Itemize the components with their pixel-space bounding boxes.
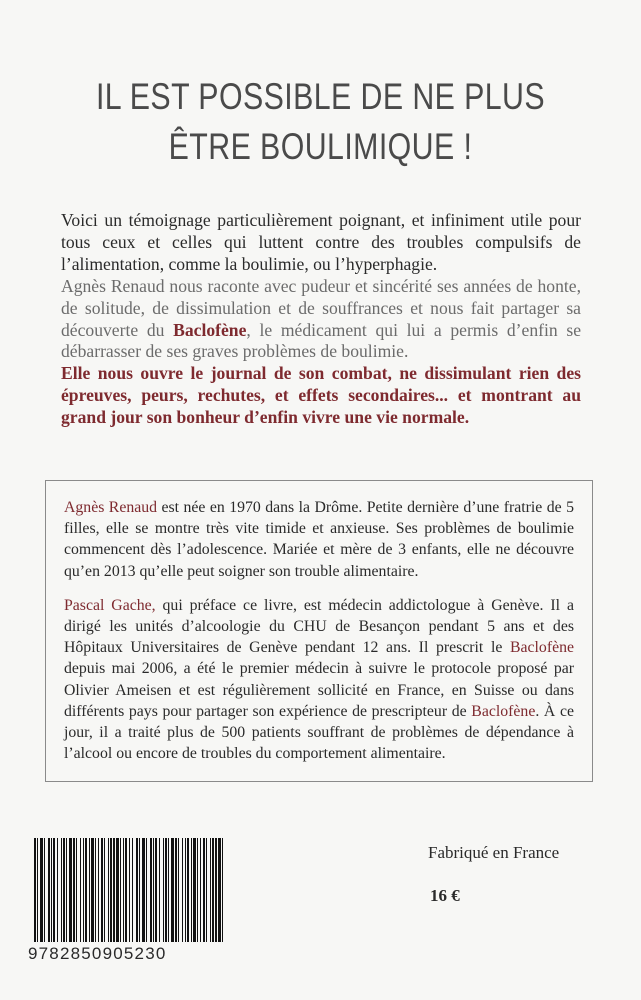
barcode-bar <box>123 838 124 942</box>
blurb <box>61 210 581 429</box>
blurb-highlight: Elle nous ouvre le journal de son combat, ne dissimulant rien des épreuves, peurs, rechutes, et effets secondaires... et montrant au grand jour son bonheur d’enfin vivre une vie normale. <box>61 363 581 428</box>
barcode-bar <box>61 838 62 942</box>
preface-bio <box>64 595 574 765</box>
blurb-para2-end: , le médicament qui lui a permis d’enfin se débarrasser de ses graves problèmes de boulimie. <box>61 319 582 362</box>
barcode-bar <box>215 838 217 942</box>
blurb-intro: Voici un témoignage particulièrement poignant, et infiniment utile pour tous ceux et celles qui luttent contre des troubles compulsifs de l’alimentation, comme la boulimie, ou l’hyperphagie. <box>61 210 581 274</box>
price-label: 16 € <box>430 886 460 905</box>
barcode-bar <box>120 838 121 942</box>
barcode-bar <box>34 838 36 942</box>
barcode-bar <box>129 838 130 942</box>
preface-author-name: Pascal Gache, <box>64 596 156 614</box>
blurb-paragraph-2 <box>61 276 581 364</box>
barcode-bar <box>197 838 198 942</box>
barcode-bar <box>178 838 179 942</box>
barcode-bar <box>139 838 140 942</box>
author-name: Agnès Renaud <box>64 499 158 516</box>
barcode-bar <box>206 838 207 942</box>
barcode <box>30 838 228 942</box>
barcode-bar <box>171 838 174 942</box>
barcode-bar <box>153 838 154 942</box>
barcode-bar <box>66 838 67 942</box>
barcode-bar <box>163 838 164 942</box>
barcode-bar <box>69 838 72 942</box>
barcode-bar <box>91 838 94 942</box>
barcode-bar <box>110 838 112 942</box>
barcode-bar <box>89 838 90 942</box>
barcode-bar <box>104 838 105 942</box>
headline-line-2: ÊTRE BOULIMIQUE ! <box>168 126 473 167</box>
barcode-bar <box>165 838 167 942</box>
bio-box <box>45 480 593 782</box>
preface-drug-name-1: Baclofène <box>509 639 574 657</box>
barcode-bar <box>116 838 119 942</box>
headline <box>58 72 584 172</box>
preface-bio-text-2: depuis mai 2006, a été le premier médecin à suivre le protocole proposé par Olivier Ameisen et est régulièrement sollicité en France, en Suisse ou dans différents pays pour partager son expérience de prescripteur de <box>64 660 574 720</box>
barcode-bar <box>185 838 186 942</box>
barcode-bar <box>48 838 50 942</box>
barcode-bar <box>222 838 223 942</box>
author-bio <box>64 497 574 582</box>
barcode-bar <box>200 838 201 942</box>
blurb-para2-start: Agnès Renaud nous raconte avec pudeur et sincérité ses années de honte, de solitude, de dissimulation et de souffrances et nous fait partager sa découverte du <box>61 275 581 340</box>
barcode-bar <box>191 838 192 942</box>
barcode-bar <box>40 838 43 942</box>
barcode-bar <box>44 838 45 942</box>
barcode-bar <box>150 838 152 942</box>
barcode-bar <box>132 838 133 942</box>
barcode-bar <box>73 838 75 942</box>
preface-drug-name-2: Baclofène <box>471 702 536 720</box>
barcode-bar <box>159 838 160 942</box>
barcode-bar <box>175 838 177 942</box>
barcode-bar <box>136 838 138 942</box>
barcode-bar <box>187 838 189 942</box>
barcode-bar <box>168 838 169 942</box>
barcode-bar <box>57 838 58 942</box>
barcode-bar <box>80 838 81 942</box>
barcode-bar <box>113 838 115 942</box>
barcode-bar <box>98 838 99 942</box>
author-bio-text: est née en 1970 dans la Drôme. Petite dernière d’une fratrie de 5 filles, elle se montre très vite timide et anxieuse. Ses problèmes de boulimie commencent dès l’adolescence. Mariée et mère de 3 enfants, elle ne découvre qu’en 2013 qu’elle peut soigner son trouble alimentaire. <box>64 499 574 580</box>
barcode-bar <box>37 838 38 942</box>
headline-line-1: IL EST POSSIBLE DE NE PLUS <box>95 76 546 117</box>
barcode-bar <box>51 838 52 942</box>
barcode-bar <box>125 838 127 942</box>
barcode-bar <box>142 838 145 942</box>
barcode-bar <box>101 838 103 942</box>
barcode-bar <box>108 838 109 942</box>
made-in-label: Fabriqué en France <box>428 843 560 862</box>
barcode-bar <box>210 838 211 942</box>
barcode-bar <box>193 838 196 942</box>
barcode-bar <box>203 838 205 942</box>
preface-bio-text-1: qui préface ce livre, est médecin addictologue à Genève. Il a dirigé les unités d’alcoologie du CHU de Besançon pendant 5 ans et des Hôpitaux Universitaires de Genève pendant 12 ans. Il prescrit le <box>64 596 574 657</box>
barcode-bar <box>63 838 65 942</box>
barcode-bar <box>76 838 77 942</box>
barcode-bar <box>182 838 183 942</box>
barcode-bar <box>85 838 87 942</box>
preface-bio-text-3: . À ce jour, il a traité plus de 500 patients souffrant de problèmes de dépendance à l’alcool ou encore de troubles du comportement alimentaire. <box>64 702 574 763</box>
barcode-bar <box>218 838 221 942</box>
blurb-drug-name: Baclofène <box>173 319 247 340</box>
barcode-bar <box>155 838 157 942</box>
barcode-bar <box>53 838 55 942</box>
isbn-number: 9782850905230 <box>28 944 167 963</box>
barcode-bars <box>30 838 228 942</box>
barcode-bar <box>146 838 147 942</box>
barcode-bar <box>83 838 84 942</box>
barcode-bar <box>95 838 96 942</box>
barcode-bar <box>212 838 214 942</box>
